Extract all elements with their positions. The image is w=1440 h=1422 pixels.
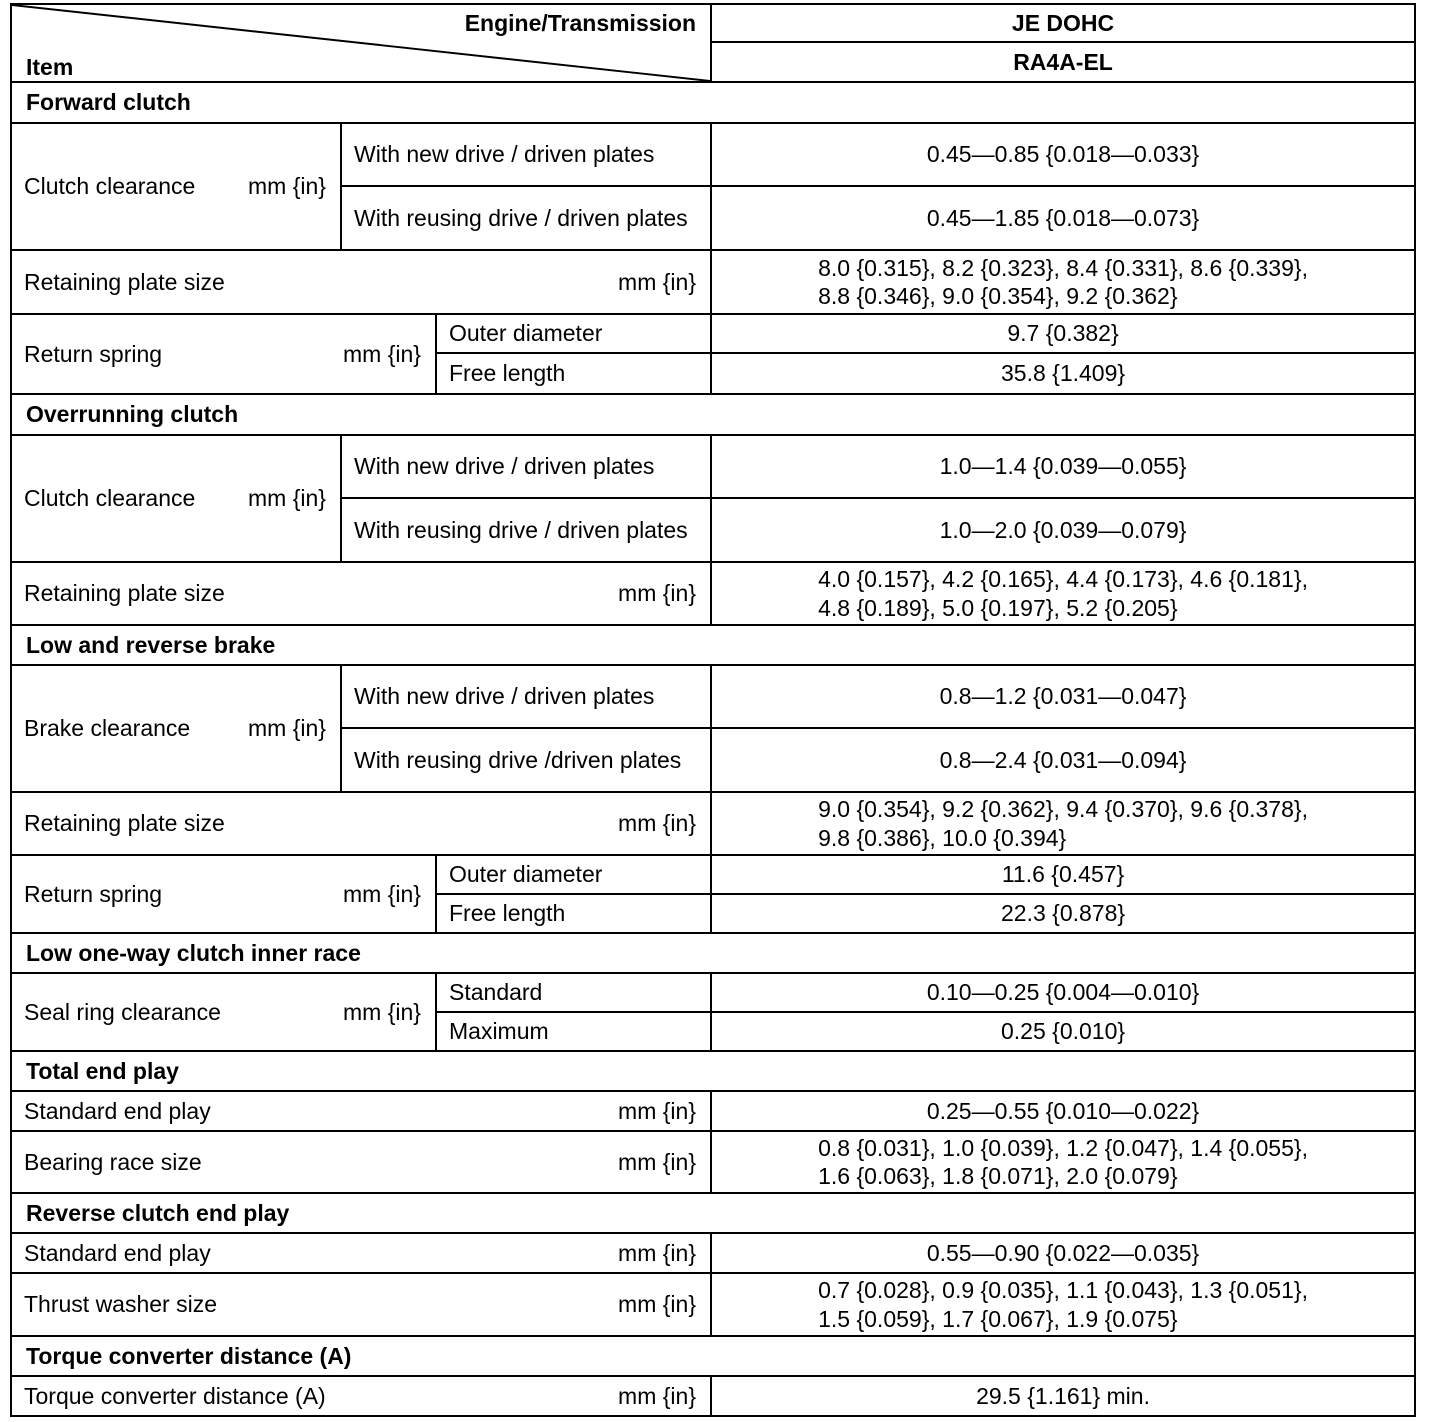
condition-label: Outer diameter [436,314,711,353]
row-label: Retaining plate size [24,268,225,295]
torque-converter-cell [11,1376,711,1416]
table-row [11,314,1415,353]
section-torque-converter [11,1336,1415,1376]
condition-label: Maximum [436,1012,711,1051]
value-line: 9.8 {0.386}, 10.0 {0.394} [818,824,1067,851]
spec-value [711,792,1415,855]
clutch-clearance-cell [11,123,341,250]
standard-end-play-cell [11,1091,711,1131]
retaining-plate-cell [11,792,711,855]
engine-header: JE DOHC [711,4,1415,42]
retaining-plate-cell [11,250,711,314]
unit-label: mm {in} [618,1239,697,1266]
row-label: Standard end play [24,1097,211,1124]
spec-value [711,1131,1415,1193]
row-label: Seal ring clearance [24,998,221,1025]
engine-transmission-label: Engine/Transmission [464,10,697,36]
row-label: Clutch clearance [24,173,196,200]
standard-end-play-cell [11,1233,711,1273]
value-line: 0.8 {0.031}, 1.0 {0.039}, 1.2 {0.047}, 1.4 {0.055}, [818,1134,1308,1161]
condition-label: With reusing drive / driven plates [341,186,711,250]
value-line: 1.5 {0.059}, 1.7 {0.067}, 1.9 {0.075} [818,1305,1178,1332]
unit-label: mm {in} [343,880,421,907]
unit-label: mm {in} [248,173,326,200]
spec-value: 0.45—1.85 {0.018—0.073} [711,186,1415,250]
header-row [11,4,1415,42]
section-overrunning-clutch [11,394,1415,435]
unit-label: mm {in} [618,268,697,295]
brake-clearance-cell [11,665,341,792]
unit-label: mm {in} [343,998,421,1025]
retaining-plate-cell [11,562,711,625]
unit-label: mm {in} [248,715,326,742]
spec-value: 35.8 {1.409} [711,353,1415,394]
section-title: Total end play [11,1051,1415,1091]
unit-label: mm {in} [618,580,697,607]
section-title: Low one-way clutch inner race [11,933,1415,973]
spec-value: 0.10—0.25 {0.004—0.010} [711,973,1415,1012]
spec-value [711,1273,1415,1336]
transmission-header: RA4A-EL [711,42,1415,82]
row-label: Return spring [24,880,163,907]
spec-value: 11.6 {0.457} [711,855,1415,894]
unit-label: mm {in} [248,485,326,512]
spec-table [10,3,1416,1417]
value-line: 1.6 {0.063}, 1.8 {0.071}, 2.0 {0.079} [818,1163,1178,1189]
condition-label: Outer diameter [436,855,711,894]
spec-value [711,250,1415,314]
header-item-cell [11,4,711,82]
section-forward-clutch [11,82,1415,123]
spec-value [711,562,1415,625]
section-total-end-play [11,1051,1415,1091]
row-label: Return spring [24,340,163,367]
table-row [11,973,1415,1012]
unit-label: mm {in} [618,1382,697,1409]
spec-value: 0.55—0.90 {0.022—0.035} [711,1233,1415,1273]
row-label: Clutch clearance [24,485,196,512]
section-low-one-way-clutch [11,933,1415,973]
spec-value: 0.45—0.85 {0.018—0.033} [711,123,1415,186]
condition-label: With new drive / driven plates [341,665,711,728]
spec-value: 1.0—2.0 {0.039—0.079} [711,498,1415,562]
section-low-reverse-brake [11,625,1415,665]
section-title: Forward clutch [11,82,1415,123]
section-title: Overrunning clutch [11,394,1415,435]
section-title: Torque converter distance (A) [11,1336,1415,1376]
return-spring-cell [11,314,436,394]
spec-value: 0.25 {0.010} [711,1012,1415,1051]
table-row [11,1273,1415,1336]
table-row [11,123,1415,186]
table-row [11,250,1415,314]
table-row [11,1131,1415,1193]
unit-label: mm {in} [618,1291,697,1318]
spec-value: 1.0—1.4 {0.039—0.055} [711,435,1415,498]
table-row [11,1376,1415,1416]
table-row [11,792,1415,855]
condition-label: With reusing drive / driven plates [341,498,711,562]
value-line: 8.0 {0.315}, 8.2 {0.323}, 8.4 {0.331}, 8.6 {0.339}, [818,254,1308,281]
seal-ring-cell [11,973,436,1051]
condition-label: Free length [436,894,711,933]
table-row [11,1233,1415,1273]
condition-label: With reusing drive /driven plates [341,728,711,792]
unit-label: mm {in} [343,340,421,367]
unit-label: mm {in} [618,810,697,837]
row-label: Torque converter distance (A) [24,1382,326,1409]
section-reverse-clutch-end-play [11,1193,1415,1233]
spec-page [10,3,1414,1413]
section-title: Low and reverse brake [11,625,1415,665]
unit-label: mm {in} [618,1148,697,1175]
spec-value: 29.5 {1.161} min. [711,1376,1415,1416]
row-label: Retaining plate size [24,580,225,607]
spec-value: 0.8—1.2 {0.031—0.047} [711,665,1415,728]
condition-label: With new drive / driven plates [341,435,711,498]
row-label: Retaining plate size [24,810,225,837]
spec-value: 22.3 {0.878} [711,894,1415,933]
row-label: Thrust washer size [24,1291,218,1318]
section-title: Reverse clutch end play [11,1193,1415,1233]
value-line: 4.8 {0.189}, 5.0 {0.197}, 5.2 {0.205} [818,594,1178,621]
table-row [11,665,1415,728]
unit-label: mm {in} [618,1097,697,1124]
row-label: Brake clearance [24,715,191,742]
value-line: 8.8 {0.346}, 9.0 {0.354}, 9.2 {0.362} [818,283,1178,309]
bearing-race-cell [11,1131,711,1193]
condition-label: Standard [436,973,711,1012]
row-label: Bearing race size [24,1148,202,1175]
value-line: 9.0 {0.354}, 9.2 {0.362}, 9.4 {0.370}, 9.6 {0.378}, [818,796,1308,823]
return-spring-cell [11,855,436,933]
value-line: 0.7 {0.028}, 0.9 {0.035}, 1.1 {0.043}, 1.3 {0.051}, [818,1277,1308,1304]
value-line: 4.0 {0.157}, 4.2 {0.165}, 4.4 {0.173}, 4.6 {0.181}, [818,566,1308,593]
row-label: Standard end play [24,1239,211,1266]
condition-label: Free length [436,353,711,394]
table-row [11,855,1415,894]
condition-label: With new drive / driven plates [341,123,711,186]
spec-value: 9.7 {0.382} [711,314,1415,353]
spec-value: 0.25—0.55 {0.010—0.022} [711,1091,1415,1131]
table-row [11,1091,1415,1131]
clutch-clearance-cell [11,435,341,562]
item-label: Item [26,53,74,80]
table-row [11,435,1415,498]
spec-value: 0.8—2.4 {0.031—0.094} [711,728,1415,792]
thrust-washer-cell [11,1273,711,1336]
table-row [11,562,1415,625]
